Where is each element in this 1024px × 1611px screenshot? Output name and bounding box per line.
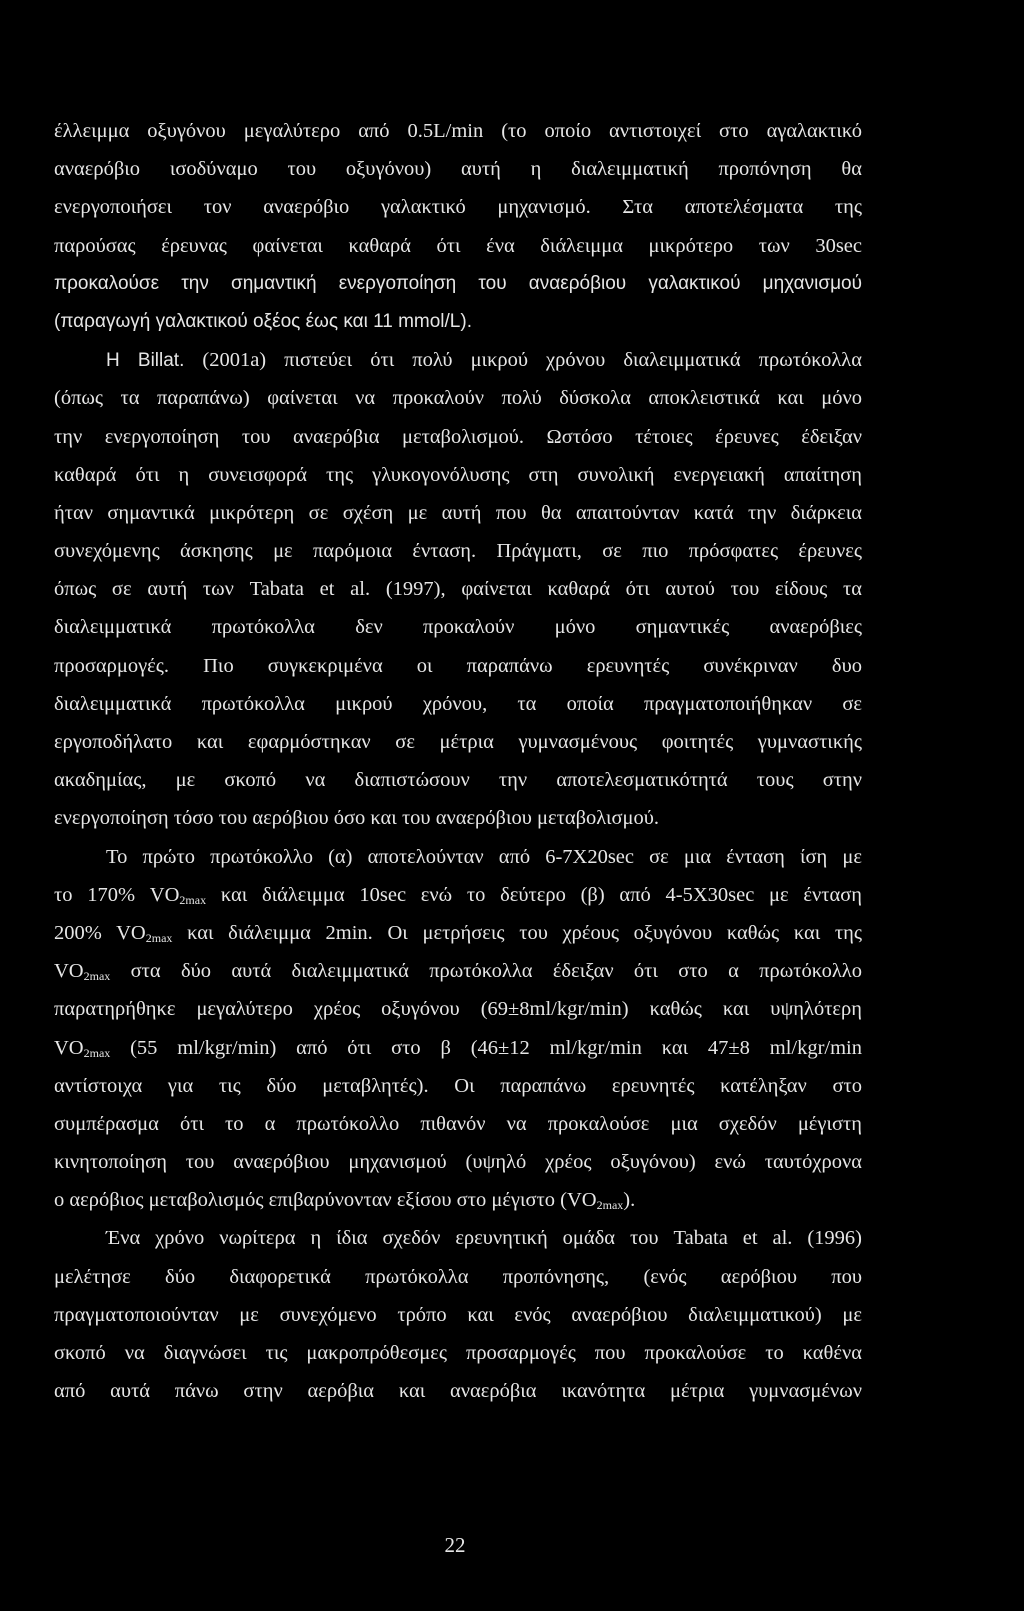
text-line: καθαρά ότι η συνεισφορά της γλυκογονόλυσης στη συνολική ενεργειακή απαίτηση — [54, 463, 862, 486]
text-line — [54, 914, 862, 952]
text-line: Το πρώτο πρωτόκολλο (α) αποτελούνταν από 6-7Χ20sec σε μια ένταση ίση με — [106, 845, 862, 868]
text-line: συμπέρασμα ότι το α πρωτόκολλο πιθανόν να προκαλούσε μια σχεδόν μέγιστη — [54, 1112, 862, 1135]
text-line: συνεχόμενης άσκησης με παρόμοια ένταση. Πράγματι, σε πιο πρόσφατες έρευνες — [54, 540, 862, 563]
text-line — [54, 876, 862, 914]
text-line: παρατηρήθηκε μεγαλύτερο χρέος οξυγόνου (69±8ml/kgr/min) καθώς και υψηλότερη — [54, 998, 862, 1021]
paragraph-3 — [54, 838, 862, 1220]
text-fragment: το 170% VO — [54, 883, 180, 906]
text-line: ενεργοποιήσει τον αναερόβιο γαλακτικό μηχανισμό. Στα αποτελέσματα της — [54, 196, 862, 219]
text-fragment: VO — [54, 1036, 84, 1059]
text-line — [54, 952, 862, 990]
text-line: έλλειμμα οξυγόνου μεγαλύτερο από 0.5L/min (το οποίο αντιστοιχεί στο αγαλακτικό — [54, 120, 862, 142]
text-line — [54, 1181, 862, 1219]
text-line: (όπως τα παραπάνω) φαίνεται να προκαλούν πολύ δύσκολα αποκλειστικά και μόνο — [54, 387, 862, 410]
subscript: 2max — [179, 892, 207, 907]
text-line: πραγματοποιούνταν με συνεχόμενο τρόπο και ενός αναερόβιου διαλειμματικού) με — [54, 1303, 862, 1326]
text-line: από αυτά πάνω στην αερόβια και αναερόβια ικανότητα μέτρια γυμνασμένων — [54, 1380, 862, 1403]
page-number: 22 — [444, 1533, 466, 1557]
text-fragment: VO — [54, 960, 84, 983]
paragraph-4 — [54, 1219, 862, 1410]
text-line: διαλειμματικά πρωτόκολλα δεν προκαλούν μόνο σημαντικές αναερόβιες — [54, 616, 862, 639]
text-line: προκαλούσε την σημαντική ενεργοποίηση του αναερόβιου γαλακτικού μηχανισμού — [54, 272, 862, 294]
subscript: 2max — [83, 969, 111, 984]
text-fragment: ). — [623, 1189, 636, 1212]
text-line: ήταν σημαντικά μικρότερη σε σχέση με αυτή που θα απαιτούνταν κατά την διάρκεια — [54, 501, 862, 524]
text-line: εργοποδήλατο και εφαρμόστηκαν σε μέτρια γυμνασμένους φοιτητές γυμναστικής — [54, 731, 862, 753]
text-line: διαλειμματικά πρωτόκολλα μικρού χρόνου, τα οποία πραγματοποιήθηκαν σε — [54, 692, 862, 715]
text-line: κινητοποίηση του αναερόβιου μηχανισμού (υψηλό χρέος οξυγόνου) ενώ ταυτόχρονα — [54, 1151, 862, 1174]
text-line: μελέτησε δύο διαφορετικά πρωτόκολλα προπόνησης, (ενός αερόβιου που — [54, 1265, 862, 1288]
text-line: αναερόβιο ισοδύναμο του οξυγόνου) αυτή η διαλειμματική προπόνηση θα — [54, 158, 862, 181]
text-fragment: ο αερόβιος μεταβολισμός επιβαρύνονταν εξίσου στο μέγιστο (VO — [54, 1189, 597, 1212]
text-fragment: στα δύο αυτά διαλειμματικά πρωτόκολλα έδειξαν ότι στο α πρωτόκολλο — [110, 960, 862, 983]
text-fragment: (2001a) πιστεύει ότι πολύ μικρού χρόνου διαλειμματικά πρωτόκολλα — [184, 349, 862, 372]
text-line: ενεργοποίηση τόσο του αερόβιου όσο και του αναερόβιου μεταβολισμού. — [54, 807, 660, 830]
paragraph-2 — [54, 341, 862, 837]
text-line: παρούσας έρευνας φαίνεται καθαρά ότι ένα διάλειμμα μικρότερο των 30sec — [54, 234, 862, 257]
subscript: 2max — [596, 1198, 624, 1213]
paragraph-1 — [54, 112, 862, 341]
subscript: 2max — [83, 1045, 111, 1060]
text-fragment: και διάλειμμα 10sec ενώ το δεύτερο (β) από 4-5Χ30sec με ένταση — [206, 883, 862, 906]
text-line: Ένα χρόνο νωρίτερα η ίδια σχεδόν ερευνητική ομάδα του Tabata et al. (1996) — [106, 1227, 862, 1250]
text-line: προσαρμογές. Πιο συγκεκριμένα οι παραπάνω ερευνητές συνέκριναν δυο — [54, 654, 862, 677]
text-line: σκοπό να διαγνώσει τις μακροπρόθεσμες προσαρμογές που προκαλούσε το καθένα — [54, 1342, 862, 1364]
text-line: (παραγωγή γαλακτικού οξέος έως και 11 mmol/L). — [54, 310, 472, 332]
body-text — [54, 112, 862, 1410]
text-fragment: και διάλειμμα 2min. Οι μετρήσεις του χρέους οξυγόνου καθώς και της — [172, 921, 862, 944]
text-line: ακαδημίας, με σκοπό να διαπιστώσουν την αποτελεσματικότητά τους στην — [54, 769, 862, 792]
text-line — [54, 341, 862, 379]
text-line — [54, 1029, 862, 1067]
author-name: H Billat. — [106, 350, 185, 372]
text-line: την ενεργοποίηση του αναερόβια μεταβολισμού. Ωστόσο τέτοιες έρευνες έδειξαν — [54, 425, 862, 448]
text-line: όπως σε αυτή των Tabata et al. (1997), φαίνεται καθαρά ότι αυτού του είδους τα — [54, 578, 862, 601]
text-line: αντίστοιχα για τις δύο μεταβλητές). Οι παραπάνω ερευνητές κατέληξαν στο — [54, 1074, 862, 1097]
text-fragment: 200% VO — [54, 921, 146, 944]
subscript: 2max — [145, 930, 173, 945]
text-fragment: (55 ml/kgr/min) από ότι στο β (46±12 ml/kgr/min και 47±8 ml/kgr/min — [110, 1036, 862, 1059]
